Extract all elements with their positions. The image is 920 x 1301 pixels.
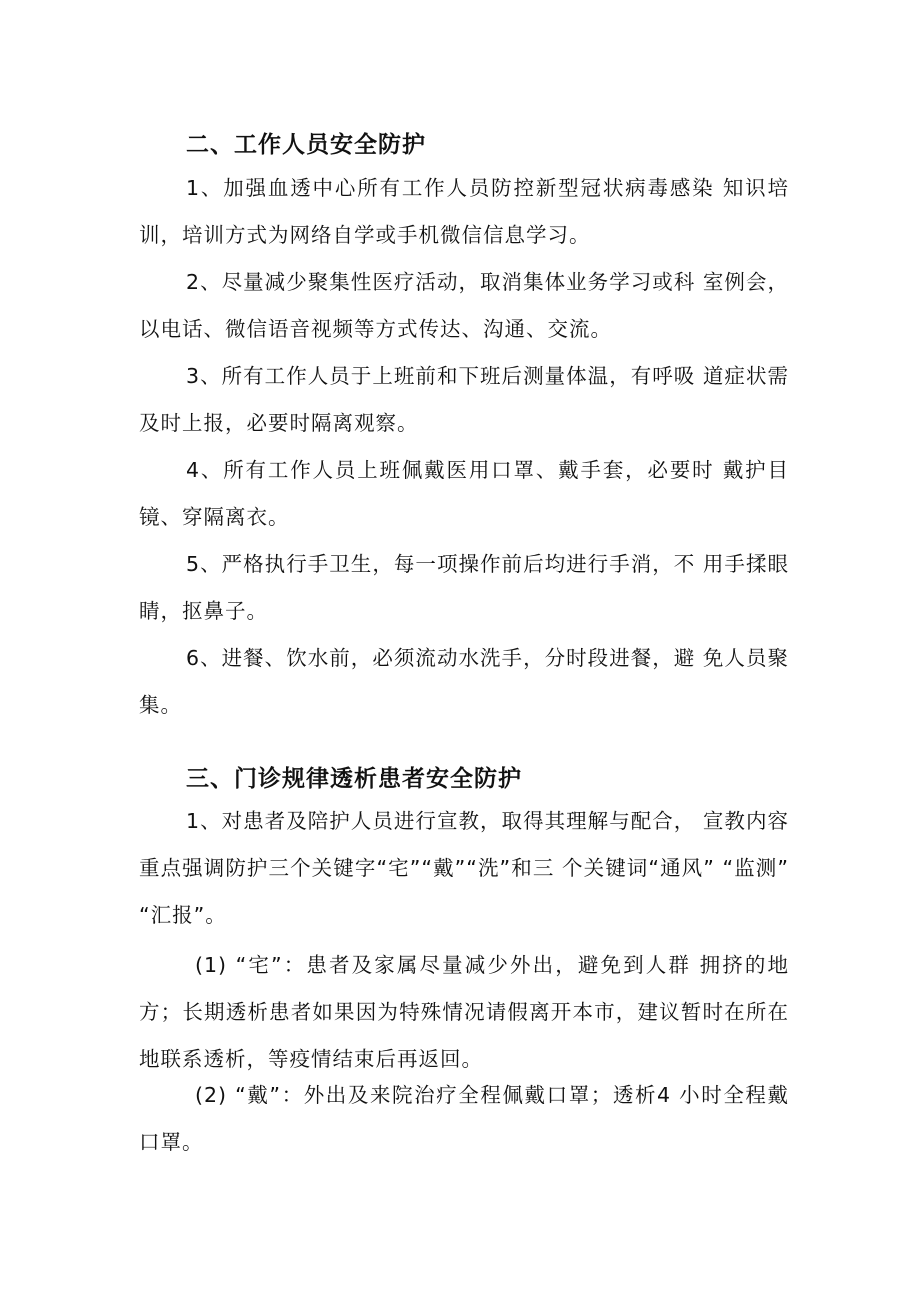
- section-2-item-1: 1、加强血透中心所有工作人员防控新型冠状病毒感染 知识培训，培训方式为网络自学或手机微信信息学习。: [139, 176, 789, 247]
- section-2-heading: 二、工作人员安全防护: [186, 132, 426, 158]
- section-3-item-1: 1、对患者及陪护人员进行宣教，取得其理解与配合， 宣教内容重点强调防护三个关键字“宅”“戴”“洗”和三 个关键词“通风” “监测” “汇报”。: [139, 809, 789, 927]
- section-2-item-6: 6、进餐、饮水前，必须流动水洗手，分时段进餐，避 免人员聚集。: [139, 646, 789, 717]
- section-3-subitem-1: (1) “宅”：患者及家属尽量减少外出，避免到人群 拥挤的地方；长期透析患者如果因为特殊情况请假离开本市，建议暂时在所在地联系透析，等疫情结束后再返回。: [139, 953, 789, 1071]
- section-2-item-3: 3、所有工作人员于上班前和下班后测量体温，有呼吸 道症状需及时上报，必要时隔离观察。: [139, 364, 789, 435]
- section-3-heading: 三、门诊规律透析患者安全防护: [186, 766, 522, 792]
- section-2-item-4: 4、所有工作人员上班佩戴医用口罩、戴手套，必要时 戴护目镜、穿隔离衣。: [139, 458, 789, 529]
- section-3-subitem-2: (2) “戴”：外出及来院治疗全程佩戴口罩；透析4 小时全程戴口罩。: [139, 1083, 789, 1154]
- section-2-item-2: 2、尽量减少聚集性医疗活动，取消集体业务学习或科 室例会，以电话、微信语音视频等方式传达、沟通、交流。: [139, 270, 789, 341]
- section-2-item-5: 5、严格执行手卫生，每一项操作前后均进行手消，不 用手揉眼睛，抠鼻子。: [139, 552, 789, 623]
